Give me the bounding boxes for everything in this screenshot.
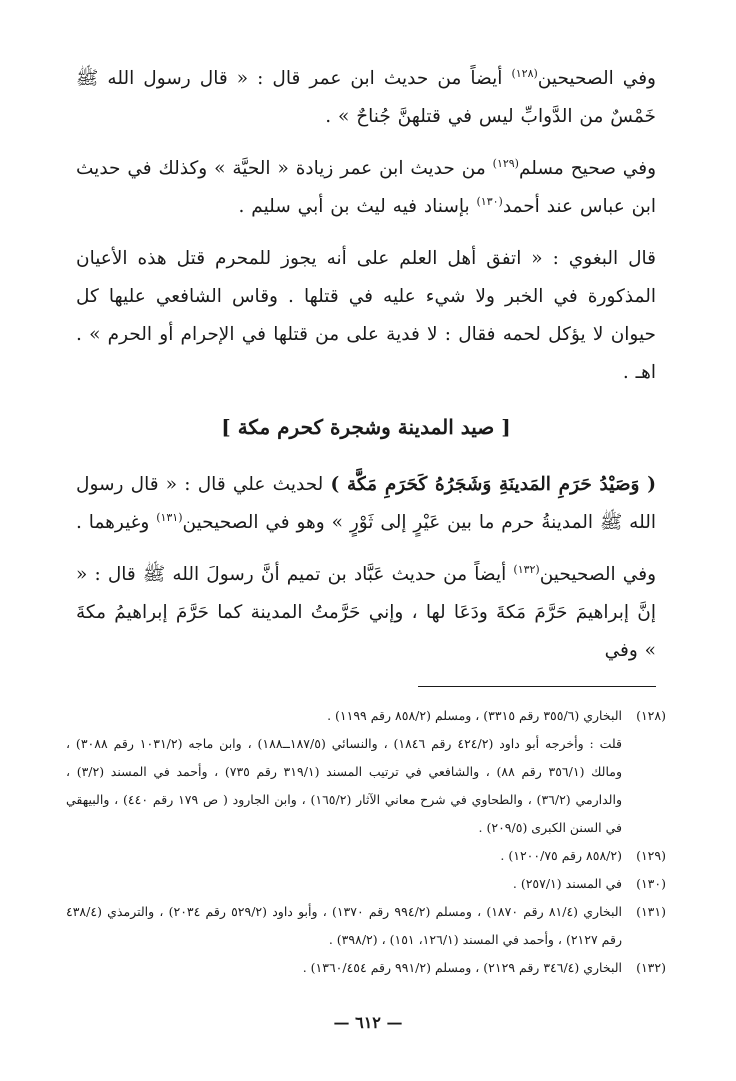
matn-quote: ( وَصَيْدُ حَرَمِ المَدينَةِ وَشَجَرُهُ كَحَرَمِ مَكَّة ) — [330, 474, 656, 495]
footnote-divider — [418, 686, 656, 687]
paragraph-text: وفي صحيح مسلم — [518, 158, 656, 179]
footnote-number: (١٢٨) — [636, 708, 666, 723]
paragraph-1 — [76, 60, 656, 136]
page-number: — ٦١٢ — — [333, 1013, 403, 1032]
footnote-130 — [66, 870, 666, 898]
footnote-number: (١٢٩) — [636, 848, 666, 863]
paragraph-text: وغيرهما . — [76, 512, 157, 533]
footnote-128 — [66, 702, 666, 842]
paragraph-text: لحديث علي قال : « قال رسول الله ﷺ المدينةُ حرم ما بين عَيْرٍ إلى ثَوْرٍ » وهو في الصحيحين — [76, 474, 656, 533]
footnote-number: (١٣٠) — [636, 876, 666, 891]
footnote-number: (١٣٢) — [636, 960, 666, 975]
paragraph-3 — [76, 240, 656, 392]
footnote-text: البخاري (٣٥٥/٦ رقم ٣٣١٥) ، ومسلم (٨٥٨/٢ رقم ١١٩٩) . — [327, 708, 622, 723]
footnote-text: قلت : وأخرجه أبو داود (٤٢٤/٢ رقم ١٨٤٦) ، والنسائي (١٨٧/٥ــ١٨٨) ، وابن ماجه (١٠٣١/٢ رقم ٣٠٨٨) ، ومالك (٣٥٦/١ رقم ٨٨) ، والشافعي في ترتيب المسند (٣١٩/١ رقم ٧٣٥) ، وأحمد في المسند (٣/٢) ، والدارمي (٣٦/٢) ، والطحاوي في شرح معاني الآثار (١٦٥/٢) ، وابن الجارود ( ص ١٧٩ رقم ٤٤٠) ، والبيهقي في السنن الكبرى (٢٠٩/٥) . — [66, 736, 622, 835]
footnote-ref-132[interactable]: (١٣٢) — [513, 562, 540, 576]
section-heading: [ صيد المدينة وشجرة كحرم مكة ] — [221, 415, 511, 439]
footnote-text: (٨٥٨/٢ رقم ١٢٠٠/٧٥) . — [500, 848, 622, 863]
footnotes — [66, 702, 666, 982]
footnote-number: (١٣١) — [636, 904, 666, 919]
paragraph-text: وفي الصحيحين — [537, 68, 656, 89]
footnote-ref-129[interactable]: (١٢٩) — [492, 156, 519, 170]
footnote-ref-128[interactable]: (١٢٨) — [511, 66, 538, 80]
footnote-ref-131[interactable]: (١٣١) — [156, 510, 183, 524]
footnote-129 — [66, 842, 666, 870]
paragraph-text: أيضاً من حديث عَبَّاد بن تميم أنَّ رسولَ الله ﷺ قال : « إنَّ إبراهيمَ حَرَّمَ مَكةَ ودَعَا لها ، وإني حَرَّمتُ المدينة كما حَرَّمَ إبراهيمُ مكةَ » وفي — [76, 564, 656, 661]
paragraph-5 — [76, 556, 656, 670]
footnote-text: البخاري (٣٤٦/٤ رقم ٢١٢٩) ، ومسلم (٩٩١/٢ رقم ١٣٦٠/٤٥٤) . — [302, 960, 622, 975]
main-text — [76, 60, 656, 684]
paragraph-text: بإسناد فيه ليث بن أبي سليم . — [238, 196, 477, 217]
paragraph-text: من حديث ابن عمر زيادة « الحيَّة » وكذلك في حديث ابن عباس عند أحمد — [76, 158, 656, 217]
footnote-132 — [66, 954, 666, 982]
paragraph-text: وفي الصحيحين — [539, 564, 656, 585]
paragraph-4 — [76, 466, 656, 542]
footnote-ref-130[interactable]: (١٣٠) — [476, 194, 503, 208]
paragraph-text: قال البغوي : « اتفق أهل العلم على أنه يجوز للمحرم قتل هذه الأعيان المذكورة في الخبر ولا شيء عليه في قتلها . وقاس الشافعي عليها كل حيوان لا يؤكل لحمه فقال : لا فدية على من قتلها في الإحرام أو الحرم » . اهـ . — [76, 248, 656, 383]
footnote-131 — [66, 898, 666, 954]
paragraph-2 — [76, 150, 656, 226]
footnote-text: البخاري (٨١/٤ رقم ١٨٧٠) ، ومسلم (٩٩٤/٢ رقم ١٣٧٠) ، وأبو داود (٥٢٩/٢ رقم ٢٠٣٤) ، والترمذي (٤٣٨/٤ رقم ٢١٢٧) ، وأحمد في المسند (١٢٦/١، ١٥١) ، (٣٩٨/٢) . — [66, 904, 622, 947]
footnote-text: في المسند (٢٥٧/١) . — [512, 876, 622, 891]
paragraph-text: أيضاً من حديث ابن عمر قال : « قال رسول الله ﷺ خَمْسٌ من الدَّوابِّ ليس في قتلهنَّ جُناحٌ » . — [76, 68, 656, 127]
